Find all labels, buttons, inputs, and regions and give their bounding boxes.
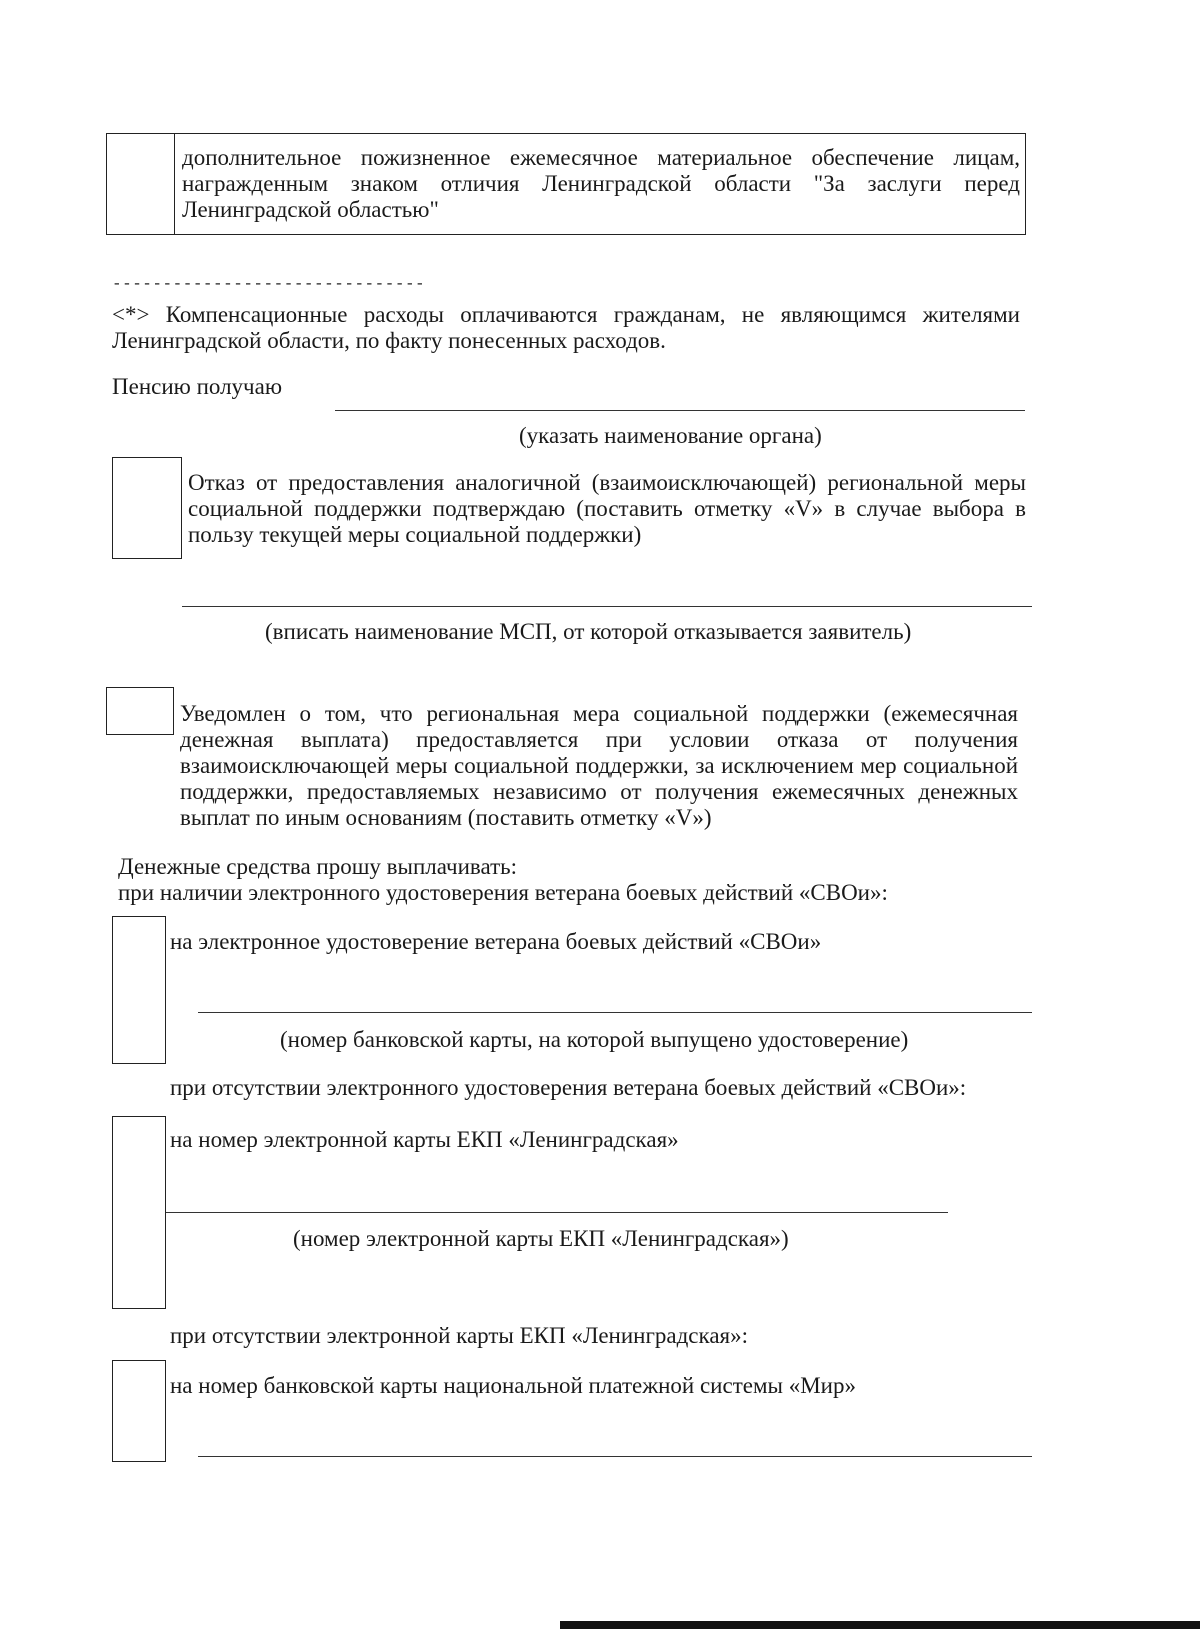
cert-input-line[interactable] — [198, 1012, 1032, 1013]
footnote-text: <*> Компенсационные расходы оплачиваются гражданам, не являющимся жителями Ленинградской области, по факту понесенных расходов. — [112, 302, 1020, 353]
mir-option-label: на номер банковской карты национальной платежной системы «Мир» — [170, 1373, 856, 1398]
refusal-text: Отказ от предоставления аналогичной (взаимоисключающей) региональной меры социальной поддержки подтверждаю (поставить отметку «V» в случае выбора в пользу текущей меры социальной поддержки) — [188, 470, 1026, 547]
refusal-input-line[interactable] — [182, 606, 1032, 607]
mir-input-line[interactable] — [198, 1456, 1032, 1457]
payment-without-ekp: при отсутствии электронной карты ЕКП «Ленинградская»: — [170, 1323, 749, 1348]
mir-checkbox[interactable] — [112, 1360, 166, 1462]
top-row-text: дополнительное пожизненное ежемесячное материальное обеспечение лицам, награжденным знаком отличия Ленинградской области "За заслуги перед Ленинградской областью" — [182, 145, 1020, 222]
refusal-checkbox[interactable] — [112, 457, 182, 559]
pension-input-line[interactable] — [335, 410, 1025, 411]
ekp-checkbox[interactable] — [112, 1116, 166, 1309]
notice-text: Уведомлен о том, что региональная мера социальной поддержки (ежемесячная денежная выплата) предоставляется при условии отказа от получения взаимоисключающей меры социальной поддержки, за исключением мер социальной поддержки, предоставляемых независимо от получения ежемесячных денежных выплат по иным основаниям (поставить отметку «V») — [180, 701, 1018, 830]
cert-checkbox[interactable] — [112, 916, 166, 1064]
pension-label: Пенсию получаю — [112, 374, 283, 399]
top-table-row — [106, 133, 1026, 235]
payment-without-cert: при отсутствии электронного удостоверения ветерана боевых действий «СВОи»: — [170, 1075, 967, 1100]
scan-bottom-edge — [560, 1621, 1200, 1629]
footnote-separator: ------------------------------- — [112, 275, 426, 293]
ekp-input-line[interactable] — [166, 1212, 948, 1213]
payment-heading: Денежные средства прошу выплачивать: — [118, 854, 518, 879]
ekp-hint: (номер электронной карты ЕКП «Ленинградская») — [293, 1226, 789, 1251]
ekp-option-label: на номер электронной карты ЕКП «Ленинградская» — [170, 1127, 679, 1152]
pension-hint: (указать наименование органа) — [519, 423, 822, 448]
refusal-hint: (вписать наименование МСП, от которой отказывается заявитель) — [265, 619, 912, 644]
notice-checkbox[interactable] — [106, 687, 174, 735]
cert-hint: (номер банковской карты, на которой выпущено удостоверение) — [280, 1027, 909, 1052]
top-row-checkbox-cell[interactable] — [107, 134, 175, 234]
payment-with-cert: при наличии электронного удостоверения ветерана боевых действий «СВОи»: — [118, 880, 888, 905]
cert-option-label: на электронное удостоверение ветерана боевых действий «СВОи» — [170, 929, 822, 954]
